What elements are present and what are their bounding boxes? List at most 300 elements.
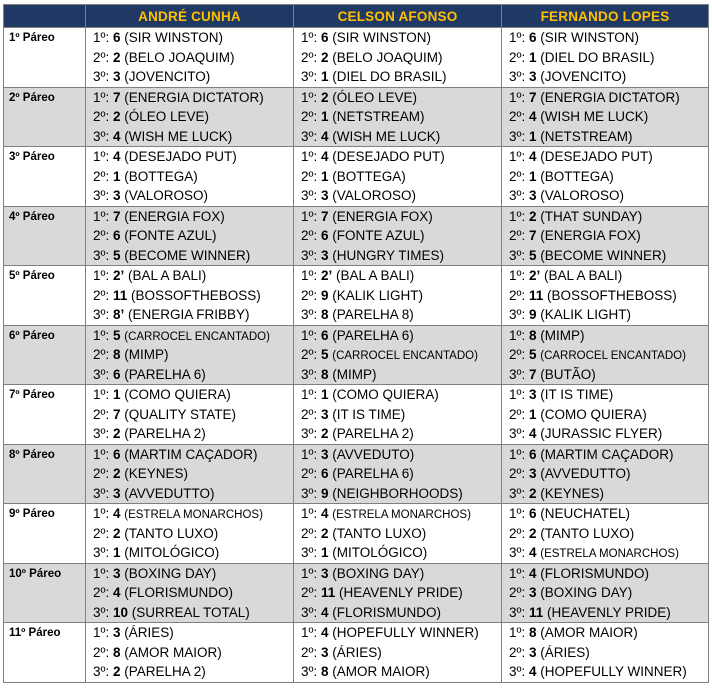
race-label: 11º Páreo <box>4 623 86 683</box>
picks-cell-celson-afonso <box>294 28 502 88</box>
horse-number: 9 <box>320 287 329 303</box>
horse-number: 6 <box>112 228 121 243</box>
horse-number: 2 <box>528 525 537 541</box>
pick-position: 2º: <box>301 466 318 481</box>
horse-name: (BOTTEGA) <box>540 168 614 184</box>
pick-position: 3º: <box>301 366 318 382</box>
race-label: 3º Páreo <box>4 147 86 207</box>
pick-line <box>294 445 501 465</box>
horse-number: 2 <box>112 109 121 124</box>
pick-line <box>502 405 708 425</box>
horse-number: 6 <box>112 30 121 45</box>
pick-line <box>294 405 501 425</box>
pick-line <box>502 226 708 246</box>
horse-number: 3 <box>528 387 537 402</box>
picks-cell-andre-cunha <box>86 623 294 683</box>
picks-cell-andre-cunha <box>86 87 294 147</box>
pick-position: 1º: <box>93 89 110 105</box>
race-row <box>4 28 709 88</box>
pick-line <box>86 186 293 206</box>
pick-line <box>86 504 293 524</box>
pick-position: 2º: <box>93 49 110 65</box>
pick-line <box>294 305 501 325</box>
pick-line <box>86 167 293 187</box>
picks-table <box>3 4 709 683</box>
pick-position: 1º: <box>301 625 318 640</box>
picks-table-body <box>4 28 709 683</box>
horse-number: 4 <box>112 128 121 144</box>
pick-line <box>86 484 293 504</box>
pick-position: 2º: <box>509 228 526 243</box>
horse-name: (FLORISMUNDO) <box>540 565 649 581</box>
horse-name: (SIR WINSTON) <box>540 30 639 45</box>
pick-position: 1º: <box>301 327 318 343</box>
horse-name: (BELO JOAQUIM) <box>332 49 443 65</box>
horse-number: 2 <box>528 485 537 501</box>
horse-number: 8’ <box>112 307 125 322</box>
race-row <box>4 444 709 504</box>
pick-line <box>502 424 708 444</box>
pick-line <box>86 564 293 584</box>
pick-position: 1º: <box>509 565 526 581</box>
horse-number: 2 <box>112 664 121 679</box>
pick-line <box>502 564 708 584</box>
pick-position: 1º: <box>301 506 318 521</box>
pick-position: 2º: <box>93 525 110 541</box>
horse-number: 3 <box>528 188 537 203</box>
horse-name: (BOSSOFTHEBOSS) <box>547 287 677 303</box>
pick-line <box>86 603 293 623</box>
horse-number: 5 <box>528 247 537 263</box>
horse-number: 3 <box>320 644 329 660</box>
horse-number: 3 <box>528 69 537 84</box>
pick-position: 2º: <box>301 644 318 660</box>
horse-name: (BOSSOFTHEBOSS) <box>131 287 261 303</box>
pick-position: 3º: <box>301 128 318 144</box>
picks-cell-fernando-lopes <box>502 325 709 385</box>
pick-position: 1º: <box>301 565 318 581</box>
horse-number: 6 <box>112 366 121 382</box>
pick-position: 3º: <box>509 604 526 620</box>
pick-position: 1º: <box>509 149 526 164</box>
horse-number: 1 <box>528 406 537 422</box>
pick-position: 3º: <box>93 604 110 620</box>
horse-number: 1 <box>320 109 329 124</box>
horse-name: (FLORISMUNDO) <box>332 604 441 620</box>
picks-cell-fernando-lopes <box>502 28 709 88</box>
horse-name: (PARELHA 6) <box>332 466 414 481</box>
pick-position: 1º: <box>301 208 318 224</box>
pick-position: 1º: <box>301 387 318 402</box>
pick-line <box>294 147 501 167</box>
pick-line <box>502 107 708 127</box>
pick-line <box>86 365 293 385</box>
horse-name: (BUTÃO) <box>540 366 596 382</box>
horse-name: (BOTTEGA) <box>124 168 198 184</box>
horse-number: 6 <box>112 446 121 462</box>
horse-name: (KEYNES) <box>124 466 189 481</box>
pick-line <box>86 405 293 425</box>
pick-position: 2º: <box>93 347 110 362</box>
pick-line <box>86 305 293 325</box>
pick-line <box>502 305 708 325</box>
pick-line <box>502 186 708 206</box>
pick-position: 1º: <box>93 30 110 45</box>
pick-position: 3º: <box>93 545 110 560</box>
horse-name: (BAL A BALI) <box>128 268 207 283</box>
pick-line <box>502 464 708 484</box>
picks-cell-fernando-lopes <box>502 444 709 504</box>
race-label: 8º Páreo <box>4 444 86 504</box>
pick-line <box>294 107 501 127</box>
horse-number: 3 <box>112 625 121 640</box>
horse-number: 2 <box>320 525 329 541</box>
pick-position: 2º: <box>301 287 318 303</box>
horse-number: 1 <box>528 128 537 144</box>
pick-position: 3º: <box>509 366 526 382</box>
pick-position: 2º: <box>509 347 526 362</box>
pick-line <box>502 127 708 147</box>
horse-name: (WISH ME LUCK) <box>332 128 441 144</box>
pick-line <box>294 266 501 286</box>
pick-position: 3º: <box>509 307 526 322</box>
pick-line <box>502 623 708 643</box>
pick-line <box>294 246 501 266</box>
pick-position: 1º: <box>509 625 526 640</box>
horse-name: (JURASSIC FLYER) <box>540 426 663 441</box>
pick-line <box>502 643 708 663</box>
pick-position: 1º: <box>509 506 526 521</box>
pick-line <box>502 365 708 385</box>
race-label: 1º Páreo <box>4 28 86 88</box>
pick-line <box>294 365 501 385</box>
horse-name: (DESEJADO PUT) <box>540 149 653 164</box>
pick-position: 3º: <box>93 247 110 263</box>
horse-name: (ENERGIA DICTATOR) <box>540 89 680 105</box>
pick-position: 1º: <box>509 446 526 462</box>
horse-name: (ÁRIES) <box>124 625 174 640</box>
horse-number: 1 <box>320 168 329 184</box>
pick-position: 3º: <box>509 426 526 441</box>
picks-cell-andre-cunha <box>86 563 294 623</box>
horse-number: 8 <box>320 307 329 322</box>
race-row <box>4 623 709 683</box>
pick-line <box>294 326 501 346</box>
pick-line <box>502 603 708 623</box>
horse-number: 1 <box>112 545 121 560</box>
pick-position: 3º: <box>93 188 110 203</box>
horse-name: (BECOME WINNER) <box>124 247 251 263</box>
horse-number: 3 <box>320 446 329 462</box>
horse-number: 6 <box>528 30 537 45</box>
pick-position: 2º: <box>509 585 526 600</box>
pick-line <box>294 484 501 504</box>
pick-position: 1º: <box>301 446 318 462</box>
race-row <box>4 385 709 445</box>
race-label: 2º Páreo <box>4 87 86 147</box>
horse-number: 11 <box>320 585 336 600</box>
horse-name: (MITOLÓGICO) <box>332 545 428 560</box>
pick-position: 3º: <box>301 188 318 203</box>
horse-number: 3 <box>320 565 329 581</box>
horse-name: (ENERGIA DICTATOR) <box>124 89 264 105</box>
pick-position: 2º: <box>93 585 110 600</box>
pick-position: 1º: <box>509 268 526 283</box>
horse-number: 1 <box>320 545 329 560</box>
pick-position: 3º: <box>301 307 318 322</box>
horse-name: (AMOR MAIOR) <box>332 664 430 679</box>
horse-number: 3 <box>112 69 121 84</box>
horse-name: (IT IS TIME) <box>540 387 614 402</box>
pick-line <box>86 246 293 266</box>
pick-line <box>294 186 501 206</box>
picks-cell-fernando-lopes <box>502 385 709 445</box>
pick-line <box>86 207 293 227</box>
pick-line <box>294 226 501 246</box>
horse-name: (KALIK LIGHT) <box>540 307 632 322</box>
pick-line <box>502 88 708 108</box>
pick-line <box>502 326 708 346</box>
pick-position: 3º: <box>93 366 110 382</box>
pick-position: 2º: <box>301 585 318 600</box>
horse-name: (QUALITY STATE) <box>124 406 237 422</box>
picks-cell-fernando-lopes <box>502 504 709 564</box>
horse-name: (TANTO LUXO) <box>332 525 427 541</box>
pick-line <box>502 385 708 405</box>
horse-number: 4 <box>112 506 121 521</box>
horse-number: 2’ <box>528 268 541 283</box>
horse-name: (PARELHA 8) <box>332 307 414 322</box>
pick-line <box>86 286 293 306</box>
pick-line <box>294 88 501 108</box>
pick-line <box>294 345 501 365</box>
pick-position: 3º: <box>301 485 318 501</box>
horse-number: 2 <box>320 89 329 105</box>
pick-position: 3º: <box>93 485 110 501</box>
horse-name: (ENERGIA FOX) <box>332 208 433 224</box>
horse-number: 4 <box>528 565 537 581</box>
pick-line <box>502 445 708 465</box>
horse-number: 7 <box>320 208 329 224</box>
pick-position: 3º: <box>509 128 526 144</box>
picks-cell-andre-cunha <box>86 325 294 385</box>
pick-line <box>294 623 501 643</box>
picks-cell-andre-cunha <box>86 147 294 207</box>
horse-number: 2 <box>112 525 121 541</box>
horse-number: 8 <box>320 366 329 382</box>
horse-number: 3 <box>528 466 537 481</box>
picks-cell-andre-cunha <box>86 28 294 88</box>
picks-cell-fernando-lopes <box>502 563 709 623</box>
pick-line <box>502 662 708 682</box>
horse-name: (KEYNES) <box>540 485 605 501</box>
pick-line <box>294 583 501 603</box>
pick-line <box>86 524 293 544</box>
pick-position: 1º: <box>301 89 318 105</box>
horse-name: (BOXING DAY) <box>124 565 217 581</box>
horse-number: 8 <box>112 644 121 660</box>
horse-number: 3 <box>320 406 329 422</box>
horse-number: 7 <box>112 89 121 105</box>
horse-number: 2 <box>112 466 121 481</box>
pick-position: 2º: <box>509 525 526 541</box>
horse-number: 4 <box>112 149 121 164</box>
horse-name: (NEUCHATEL) <box>540 506 631 521</box>
pick-line <box>502 147 708 167</box>
pick-line <box>502 345 708 365</box>
picks-table-container <box>3 4 709 683</box>
horse-name: (HUNGRY TIMES) <box>332 247 445 263</box>
horse-name: (JOVENCITO) <box>124 69 211 84</box>
pick-line <box>294 464 501 484</box>
pick-line <box>294 424 501 444</box>
horse-number: 8 <box>528 625 537 640</box>
horse-name: (ÁRIES) <box>332 644 382 660</box>
pick-position: 3º: <box>509 664 526 679</box>
horse-name: (JOVENCITO) <box>540 69 627 84</box>
pick-position: 3º: <box>93 69 110 84</box>
pick-position: 2º: <box>93 228 110 243</box>
horse-name: (ÓLEO LEVE) <box>124 109 210 124</box>
horse-name: (VALOROSO) <box>124 188 209 203</box>
pick-position: 1º: <box>93 446 110 462</box>
horse-name: (ESTRELA MONARCHOS) <box>540 548 679 560</box>
horse-name: (ÁRIES) <box>540 644 590 660</box>
horse-number: 2 <box>528 208 537 224</box>
horse-name: (WISH ME LUCK) <box>124 128 233 144</box>
pick-position: 1º: <box>93 149 110 164</box>
race-label: 10º Páreo <box>4 563 86 623</box>
horse-number: 8 <box>320 664 329 679</box>
horse-name: (AVVEDUTO) <box>332 446 415 462</box>
pick-position: 2º: <box>93 406 110 422</box>
horse-number: 4 <box>320 149 329 164</box>
pick-line <box>294 603 501 623</box>
horse-name: (IT IS TIME) <box>332 406 406 422</box>
horse-name: (PARELHA 6) <box>124 366 206 382</box>
horse-number: 2 <box>320 426 329 441</box>
pick-line <box>502 504 708 524</box>
horse-name: (DIEL DO BRASIL) <box>332 69 447 84</box>
pick-position: 2º: <box>301 406 318 422</box>
pick-position: 1º: <box>93 268 110 283</box>
horse-number: 6 <box>320 466 329 481</box>
horse-name: (MARTIM CAÇADOR) <box>540 446 674 462</box>
horse-number: 8 <box>528 327 537 343</box>
picks-cell-celson-afonso <box>294 385 502 445</box>
horse-name: (CARROCEL ENCANTADO) <box>540 350 686 362</box>
horse-name: (VALOROSO) <box>540 188 625 203</box>
pick-line <box>86 28 293 48</box>
picks-cell-andre-cunha <box>86 266 294 326</box>
pick-position: 2º: <box>509 644 526 660</box>
pick-position: 1º: <box>93 565 110 581</box>
horse-number: 4 <box>528 545 537 560</box>
horse-name: (ESTRELA MONARCHOS) <box>332 509 471 521</box>
pick-position: 3º: <box>301 664 318 679</box>
picks-cell-celson-afonso <box>294 563 502 623</box>
horse-number: 1 <box>320 387 329 402</box>
header-fernando-lopes: FERNANDO LOPES <box>502 5 709 28</box>
horse-name: (BOXING DAY) <box>332 565 425 581</box>
pick-line <box>502 266 708 286</box>
pick-line <box>502 543 708 563</box>
pick-position: 2º: <box>509 49 526 65</box>
horse-number: 4 <box>528 664 537 679</box>
header-andre-cunha: ANDRÉ CUNHA <box>86 5 294 28</box>
horse-number: 4 <box>528 109 537 124</box>
horse-name: (PARELHA 2) <box>124 426 206 441</box>
horse-name: (TANTO LUXO) <box>124 525 219 541</box>
horse-name: (DESEJADO PUT) <box>332 149 445 164</box>
pick-position: 2º: <box>301 49 318 65</box>
horse-number: 2’ <box>320 268 333 283</box>
horse-name: (SIR WINSTON) <box>332 30 431 45</box>
pick-line <box>294 167 501 187</box>
horse-name: (ENERGIA FRIBBY) <box>128 307 250 322</box>
horse-number: 3 <box>528 585 537 600</box>
pick-position: 1º: <box>509 387 526 402</box>
pick-line <box>86 345 293 365</box>
picks-cell-celson-afonso <box>294 325 502 385</box>
pick-line <box>502 246 708 266</box>
pick-position: 1º: <box>301 268 318 283</box>
picks-cell-celson-afonso <box>294 504 502 564</box>
horse-number: 4 <box>528 149 537 164</box>
horse-number: 3 <box>528 644 537 660</box>
horse-number: 7 <box>528 366 537 382</box>
horse-name: (AMOR MAIOR) <box>124 644 222 660</box>
pick-line <box>86 48 293 68</box>
horse-name: (BELO JOAQUIM) <box>124 49 235 65</box>
pick-position: 3º: <box>509 188 526 203</box>
horse-name: (DESEJADO PUT) <box>124 149 237 164</box>
pick-position: 2º: <box>301 525 318 541</box>
horse-number: 6 <box>320 30 329 45</box>
picks-cell-celson-afonso <box>294 147 502 207</box>
pick-position: 1º: <box>509 89 526 105</box>
pick-position: 3º: <box>509 69 526 84</box>
horse-name: (PARELHA 6) <box>332 327 414 343</box>
race-row <box>4 563 709 623</box>
horse-name: (CARROCEL ENCANTADO) <box>332 350 478 362</box>
pick-line <box>294 48 501 68</box>
pick-line <box>294 524 501 544</box>
pick-position: 1º: <box>93 387 110 402</box>
pick-position: 2º: <box>301 109 318 124</box>
horse-number: 11 <box>528 604 544 620</box>
pick-line <box>86 583 293 603</box>
horse-number: 1 <box>320 69 329 84</box>
horse-name: (AVVEDUTTO) <box>124 485 215 501</box>
pick-position: 3º: <box>301 426 318 441</box>
race-row <box>4 504 709 564</box>
pick-position: 2º: <box>93 466 110 481</box>
picks-cell-celson-afonso <box>294 206 502 266</box>
horse-number: 3 <box>112 485 121 501</box>
horse-number: 5 <box>112 247 121 263</box>
horse-number: 3 <box>320 188 329 203</box>
horse-number: 7 <box>528 228 537 243</box>
pick-position: 3º: <box>93 128 110 144</box>
pick-line <box>86 643 293 663</box>
horse-name: (COMO QUIERA) <box>332 387 439 402</box>
horse-number: 1 <box>112 387 121 402</box>
pick-position: 1º: <box>301 149 318 164</box>
pick-position: 1º: <box>93 327 110 343</box>
horse-number: 5 <box>112 327 121 343</box>
race-row <box>4 325 709 385</box>
